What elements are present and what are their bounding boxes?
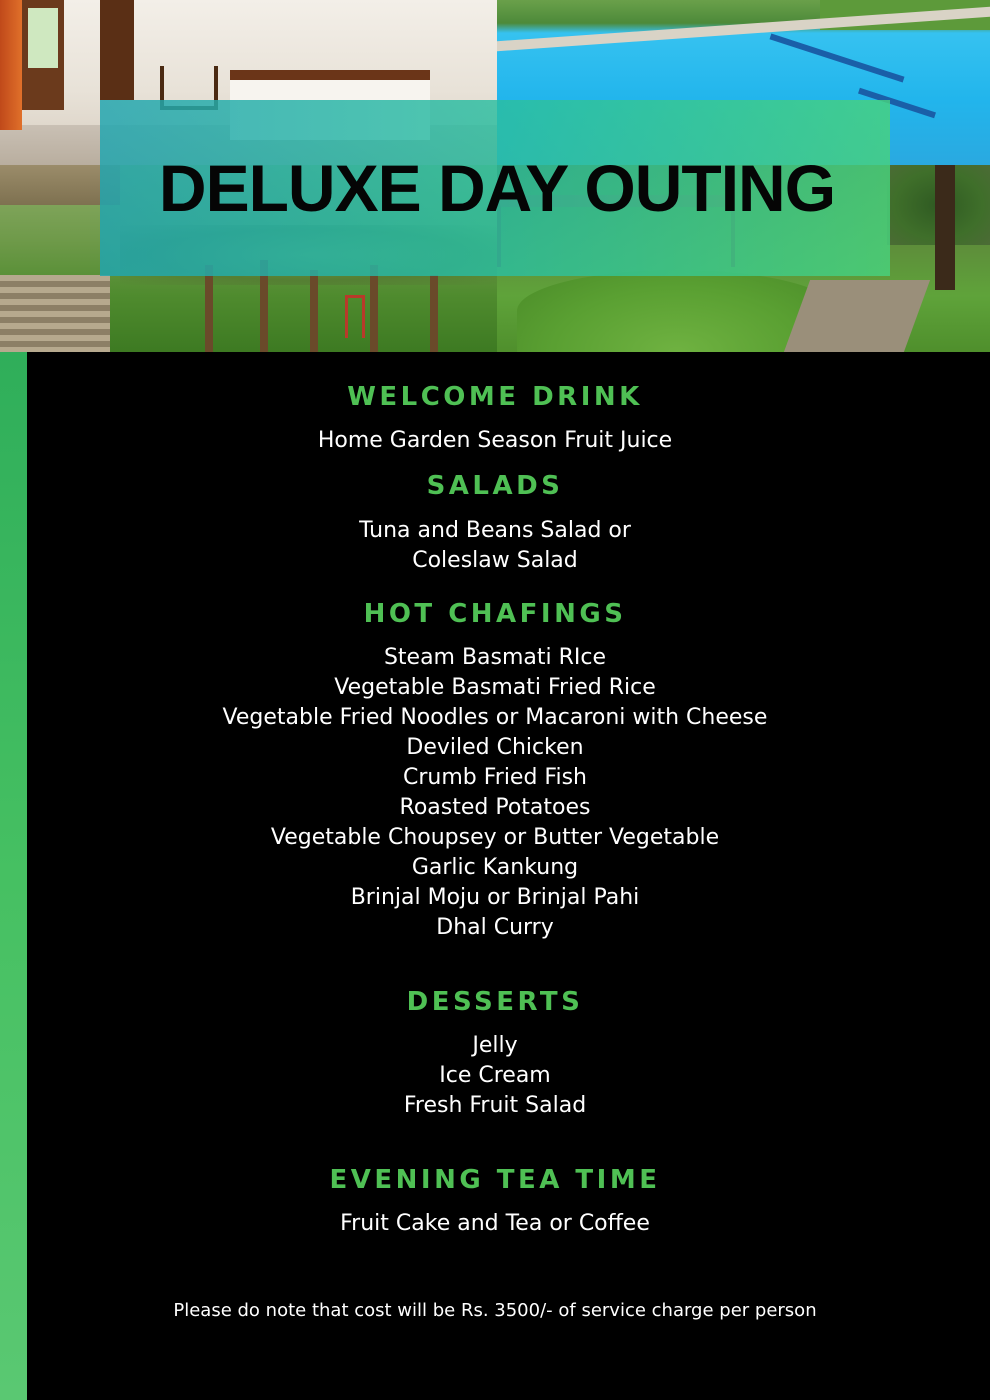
menu-item: Vegetable Fried Noodles or Macaroni with Cheese bbox=[222, 705, 768, 730]
menu-item: Fresh Fruit Salad bbox=[403, 1093, 587, 1118]
menu-content bbox=[0, 352, 990, 1400]
menu-item: Jelly bbox=[472, 1033, 518, 1058]
menu-item: Fruit Cake and Tea or Coffee bbox=[340, 1211, 650, 1236]
menu-item: Vegetable Choupsey or Butter Vegetable bbox=[270, 825, 720, 850]
page-title: DELUXE DAY OUTING bbox=[158, 151, 836, 225]
menu-item: Crumb Fried Fish bbox=[402, 765, 587, 790]
menu-item: Coleslaw Salad bbox=[412, 548, 578, 573]
menu-item: Home Garden Season Fruit Juice bbox=[317, 428, 673, 453]
section-heading-evening-tea: EVENING TEA TIME bbox=[329, 1165, 661, 1195]
menu-item: Garlic Kankung bbox=[411, 855, 579, 880]
menu-item: Roasted Potatoes bbox=[399, 795, 591, 820]
menu-item: Tuna and Beans Salad or bbox=[359, 518, 631, 543]
menu-item: Dhal Curry bbox=[436, 915, 554, 940]
menu-item: Brinjal Moju or Brinjal Pahi bbox=[350, 885, 640, 910]
menu-item: Deviled Chicken bbox=[406, 735, 584, 760]
section-heading-salads: SALADS bbox=[426, 471, 564, 501]
section-heading-welcome-drink: WELCOME DRINK bbox=[347, 382, 643, 412]
header-photo-collage bbox=[0, 0, 990, 352]
section-heading-hot-chafings: HOT CHAFINGS bbox=[363, 599, 627, 629]
menu-item: Ice Cream bbox=[439, 1063, 551, 1088]
menu-item: Steam Basmati RIce bbox=[383, 645, 607, 670]
title-banner bbox=[100, 100, 890, 276]
service-charge-note: Please do note that cost will be Rs. 3500/- of service charge per person bbox=[173, 1300, 817, 1321]
menu-item: Vegetable Basmati Fried Rice bbox=[334, 675, 656, 700]
section-heading-desserts: DESSERTS bbox=[406, 987, 584, 1017]
